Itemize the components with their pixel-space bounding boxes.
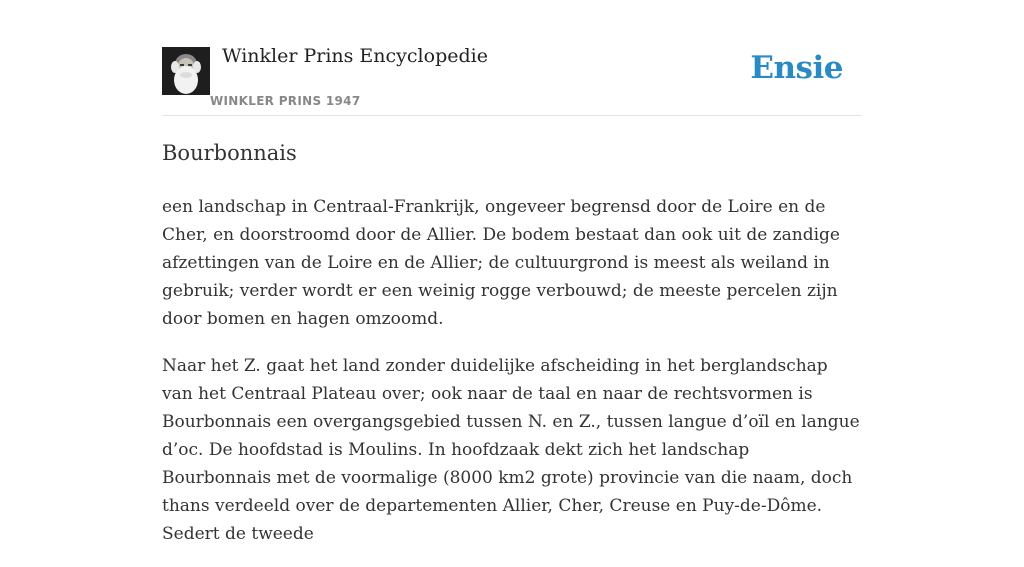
- article-title: Bourbonnais: [162, 141, 297, 165]
- paragraph: Naar het Z. gaat het land zonder duidelijke afscheiding in het berglandschap van het Centraal Plateau over; ook naar de taal en naar de rechtsvormen is Bourbonnais een overgangsgebied tussen N. en Z., tussen langue d’oïl en langue d’oc. De hoofdstad is Moulins. In hoofdzaak dekt zich het landschap Bourbonnais met de voormalige (8000 km2 grote) provincie van die naam, doch thans verdeeld over de departementen Allier, Cher, Creuse en Puy-de-Dôme. Sedert de tweede: [162, 356, 860, 544]
- paragraph: een landschap in Centraal-Frankrijk, ongeveer begrensd door de Loire en de Cher, en doorstroomd door de Allier. De bodem bestaat dan ook uit de zandige afzettingen van de Loire en de Allier; de cultuurgrond is meest als weiland in gebruik; verder wordt er een weinig rogge verbouwd; de meeste percelen zijn door bomen en hagen omzoomd.: [162, 197, 840, 329]
- site-title[interactable]: Winkler Prins Encyclopedie: [222, 45, 488, 67]
- article-body: [162, 193, 862, 567]
- source-label[interactable]: WINKLER PRINS 1947: [210, 94, 361, 108]
- brand-logo[interactable]: Ensie: [750, 50, 843, 86]
- avatar[interactable]: [162, 47, 210, 95]
- bearded-man-portrait-icon: [162, 47, 210, 95]
- header: [162, 0, 862, 116]
